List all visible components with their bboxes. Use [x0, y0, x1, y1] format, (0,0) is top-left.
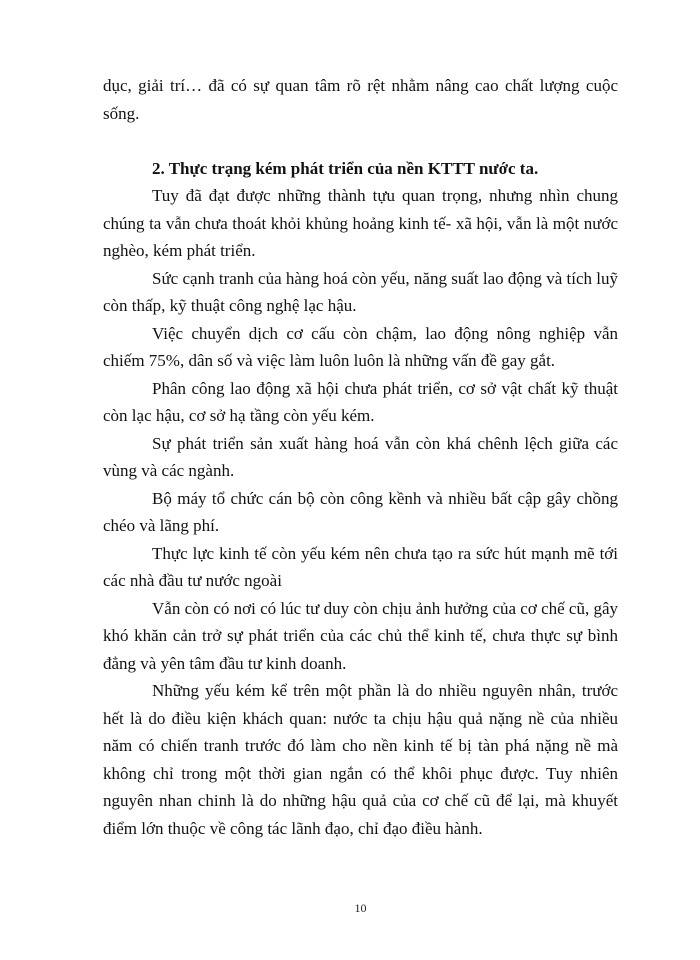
paragraph: Phân công lao động xã hội chưa phát triển, cơ sở vật chất kỹ thuật còn lạc hậu, cơ sở hạ tầng còn yếu kém. [103, 378, 618, 425]
document-body [103, 72, 618, 842]
section-heading: 2. Thực trạng kém phát triển của nền KTTT nước ta. [152, 158, 539, 178]
paragraph: Vẫn còn có nơi có lúc tư duy còn chịu ảnh hưởng của cơ chế cũ, gây khó khăn cản trở sự phát triển của các chủ thể kinh tế, chưa thực sự bình đẳng và yên tâm đầu tư kinh doanh. [103, 598, 618, 673]
paragraph: Sức cạnh tranh của hàng hoá còn yếu, năng suất lao động và tích luỹ còn thấp, kỹ thuật công nghệ lạc hậu. [103, 268, 618, 315]
paragraph-list [103, 182, 618, 842]
paragraph: Sự phát triển sản xuất hàng hoá vẫn còn khá chênh lệch giữa các vùng và các ngành. [103, 433, 618, 480]
page-number: 10 [354, 901, 367, 915]
paragraph: Bộ máy tổ chức cán bộ còn công kềnh và nhiều bất cập gây chồng chéo và lãng phí. [103, 488, 618, 535]
paragraph: Thực lực kinh tế còn yếu kém nên chưa tạo ra sức hút mạnh mẽ tới các nhà đầu tư nước ngoài [103, 543, 618, 590]
page-footer [103, 900, 618, 916]
paragraph: Những yếu kém kể trên một phần là do nhiều nguyên nhân, trước hết là do điều kiện khách quan: nước ta chịu hậu quả nặng nề của nhiều năm có chiến tranh trước đó làm cho nền kinh tế bị tàn phá nặng nề mà không chỉ trong một thời gian ngắn có thể khôi phục được. Tuy nhiên nguyên nhan chinh là do những hậu quả của cơ chế cũ để lại, mà khuyết điểm lớn thuộc về công tác lãnh đạo, chỉ đạo điều hành. [103, 681, 618, 838]
paragraph: Tuy đã đạt được những thành tựu quan trọng, nhưng nhìn chung chúng ta vẫn chưa thoát khỏi khủng hoảng kinh tế- xã hội, vẫn là một nước nghèo, kém phát triển. [103, 186, 618, 260]
continuation-paragraph: dục, giải trí… đã có sự quan tâm rõ rệt nhằm nâng cao chất lượng cuộc sống. [103, 76, 618, 123]
paragraph: Việc chuyển dịch cơ cấu còn chậm, lao động nông nghiệp vẫn chiếm 75%, dân số và việc làm luôn luôn là những vấn đề gay gắt. [103, 323, 618, 370]
